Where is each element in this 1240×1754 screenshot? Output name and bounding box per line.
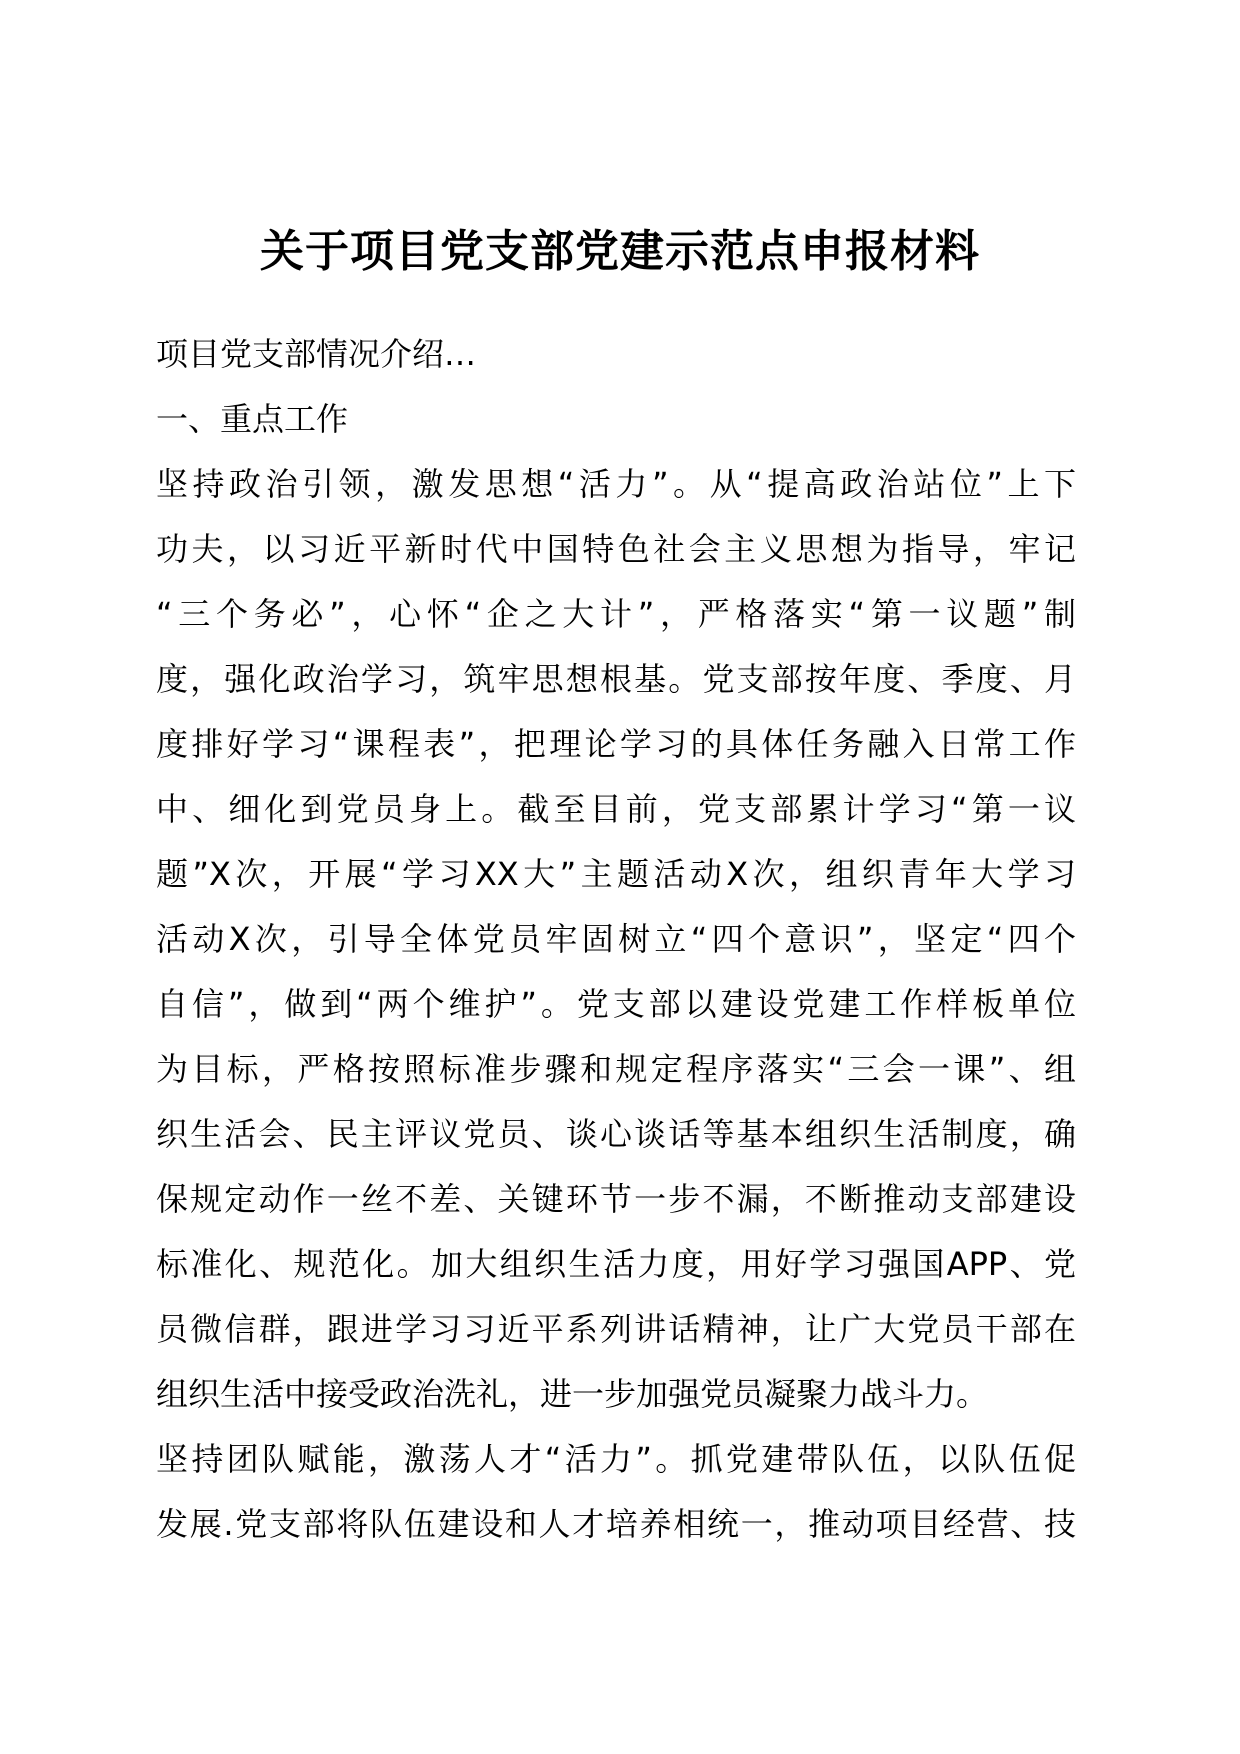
paragraph-line: 员微信群，跟进学习习近平系列讲话精神，让广大党员干部在: [156, 1310, 1076, 1348]
document-title: 关于项目党支部党建示范点申报材料: [260, 226, 980, 277]
paragraph-line: 功夫，以习近平新时代中国特色社会主义思想为指导，牢记: [156, 530, 1076, 568]
paragraph-line: 自信”，做到“两个维护”。党支部以建设党建工作样板单位: [156, 985, 1076, 1023]
paragraph-line: 坚持团队赋能，激荡人才“活力”。抓党建带队伍，以队伍促: [156, 1440, 1076, 1478]
paragraph-line: 题”X次，开展“学习XX大”主题活动X次，组织青年大学习: [156, 855, 1076, 893]
paragraph-line: 标准化、规范化。加大组织生活力度，用好学习强国APP、党: [156, 1245, 1076, 1283]
paragraph-line-last: 组织生活中接受政治洗礼，进一步加强党员凝聚力战斗力。: [156, 1375, 989, 1413]
paragraph-line: 坚持政治引领，激发思想“活力”。从“提高政治站位”上下: [156, 465, 1076, 503]
paragraph-line: “三个务必”，心怀“企之大计”，严格落实“第一议题”制: [156, 595, 1076, 633]
paragraph-line: 度，强化政治学习，筑牢思想根基。党支部按年度、季度、月: [156, 660, 1076, 698]
paragraph-line: 保规定动作一丝不差、关键环节一步不漏，不断推动支部建设: [156, 1180, 1076, 1218]
paragraph-line: 发展.党支部将队伍建设和人才培养相统一，推动项目经营、技: [156, 1505, 1076, 1543]
paragraph-line: 为目标，严格按照标准步骤和规定程序落实“三会一课”、组: [156, 1050, 1076, 1088]
section-heading: 一、重点工作: [156, 400, 349, 438]
paragraph-line: 织生活会、民主评议党员、谈心谈话等基本组织生活制度，确: [156, 1115, 1076, 1153]
paragraph-line: 活动X次，引导全体党员牢固树立“四个意识”，坚定“四个: [156, 920, 1076, 958]
body-line-intro: 项目党支部情况介绍…: [156, 335, 477, 373]
paragraph-line: 度排好学习“课程表”，把理论学习的具体任务融入日常工作: [156, 725, 1076, 763]
paragraph-line: 中、细化到党员身上。截至目前，党支部累计学习“第一议: [156, 790, 1076, 828]
document-body: [156, 322, 1076, 1557]
